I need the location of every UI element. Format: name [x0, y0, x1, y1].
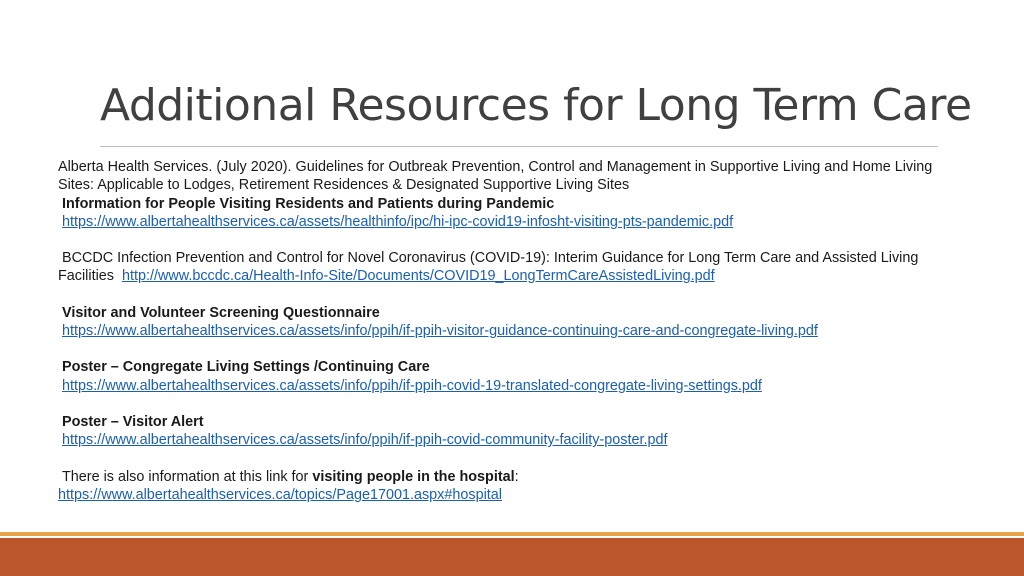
poster-congregate-link[interactable]: https://www.albertahealthservices.ca/assets/info/ppih/if-ppih-covid-19-translated-congregate-living-settings.pdf [62, 377, 762, 394]
poster-congregate-block [58, 358, 1008, 395]
visiting-info-block [58, 195, 1008, 232]
visiting-info-link[interactable]: https://www.albertahealthservices.ca/assets/healthinfo/ipc/hi-ipc-covid19-infosht-visiting-pts-pandemic.pdf [62, 213, 734, 230]
poster-congregate-heading: Poster – Congregate Living Settings /Continuing Care [62, 359, 430, 376]
bccdc-citation [58, 249, 1008, 286]
poster-visitor-link[interactable]: https://www.albertahealthservices.ca/assets/info/ppih/if-ppih-covid-community-facility-poster.pdf [62, 432, 668, 449]
screening-heading: Visitor and Volunteer Screening Questionnaire [62, 304, 380, 321]
title-divider [100, 146, 938, 147]
footer-accent-line [0, 532, 1024, 536]
poster-visitor-heading: Poster – Visitor Alert [62, 413, 204, 430]
hospital-bold: visiting people in the hospital [312, 468, 515, 485]
spacer [58, 450, 1008, 468]
slide-title: Additional Resources for Long Term Care [100, 80, 972, 131]
resources-body [58, 158, 1008, 504]
ahs-guidelines-line1: Alberta Health Services. (July 2020). Guidelines for Outbreak Prevention, Control and Management in Supportive Living and Home Living [58, 159, 933, 175]
hospital-prefix: There is also information at this link for [62, 468, 313, 485]
visiting-info-heading: Information for People Visiting Residents and Patients during Pandemic [62, 195, 555, 212]
bccdc-line2-prefix: Facilities [58, 268, 114, 285]
ahs-guidelines-line2: Sites: Applicable to Lodges, Retirement Residences & Designated Supportive Living Sites [58, 177, 630, 194]
bccdc-link[interactable]: http://www.bccdc.ca/Health-Info-Site/Documents/COVID19_LongTermCareAssistedLiving.pdf [121, 268, 715, 285]
ahs-guidelines-citation [58, 158, 1008, 195]
poster-visitor-block [58, 413, 1008, 450]
hospital-suffix: : [514, 468, 519, 485]
spacer [58, 231, 1008, 249]
footer-band [0, 538, 1024, 576]
screening-link[interactable]: https://www.albertahealthservices.ca/assets/info/ppih/if-ppih-visitor-guidance-continuing-care-and-congregate-living.pdf [62, 323, 818, 340]
spacer [58, 340, 1008, 358]
spacer [58, 395, 1008, 413]
spacer [58, 286, 1008, 304]
bccdc-line1: BCCDC Infection Prevention and Control for Novel Coronavirus (COVID-19): Interim Guidance for Long Term Care and Assisted Living [62, 250, 919, 267]
hospital-link[interactable]: https://www.albertahealthservices.ca/topics/Page17001.aspx#hospital [58, 486, 502, 503]
hospital-block [58, 468, 1008, 505]
screening-block [58, 304, 1008, 341]
